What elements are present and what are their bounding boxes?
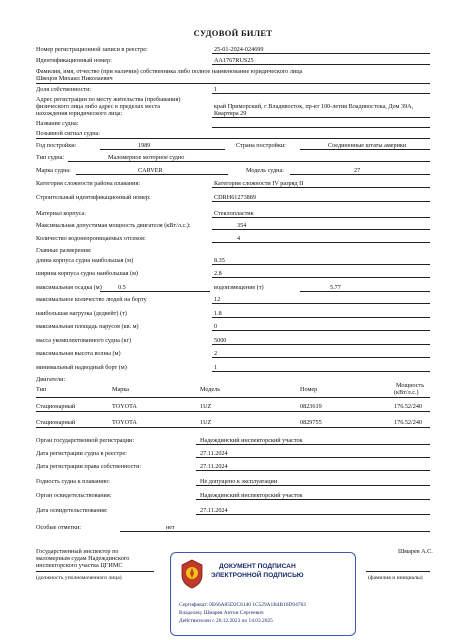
divider <box>120 531 430 532</box>
divider <box>212 317 430 318</box>
notes-value: нет <box>166 524 175 531</box>
address-label-1: Адрес регистрации по месту жительства (пребывания) <box>36 96 181 103</box>
country-label: Страна постройки: <box>236 142 286 149</box>
freeboard-value: 1 <box>214 364 218 371</box>
max-people-label: максимальное количество людей на борту <box>36 296 147 303</box>
registry-date-value: 27.11.2024 <box>200 450 228 457</box>
inspector-line-1: Государственный инспектор по <box>36 548 119 555</box>
engine-1-model: 1UZ <box>200 403 212 410</box>
reg-number-value: 25-01-2024-024699 <box>214 46 264 53</box>
stamp-validity: Действителен с 20.12.2023 по 14.03.2025 <box>179 618 273 624</box>
engine-col-power: Мощность <box>396 382 425 389</box>
divider <box>212 127 430 128</box>
divider <box>36 411 430 412</box>
area-category-label: Категория сложности района плавания: <box>36 180 141 187</box>
stamp-owner: Владелец: Шмарев Антон Сергеевич <box>179 610 264 616</box>
engines-header: Двигатели: <box>36 376 66 383</box>
vessel-name-label: Название судна: <box>36 120 79 127</box>
inspector-line-3: инспекторского участка ЦГИМС <box>36 562 123 569</box>
seaworthiness-value: Не допущено к эксплуатации <box>200 478 278 485</box>
divider <box>300 149 430 150</box>
model-label: Модель судна: <box>246 167 284 174</box>
divider <box>300 291 430 292</box>
divider <box>36 427 430 428</box>
address-value-1: край Приморский, г Владивосток, пр-кт 100-летия Владивостока, Дом 39А, <box>214 103 414 110</box>
divider <box>196 470 430 471</box>
survey-authority-value: Надеждинский инспекторский участок <box>200 492 303 499</box>
address-label-3: нахождения юридического лица: <box>36 110 123 117</box>
divider <box>212 371 430 372</box>
type-label: Тип судна: <box>36 154 65 161</box>
divider <box>196 444 430 445</box>
divider <box>212 344 430 345</box>
vessel-mass-value: 5000 <box>214 337 227 344</box>
divider <box>366 571 430 572</box>
mchs-emblem-icon <box>179 559 205 589</box>
engine-2-model: 1UZ <box>200 419 212 426</box>
share-value: 1 <box>214 86 218 93</box>
divider <box>212 330 430 331</box>
id-number-value: АА1767RUS25 <box>214 57 254 64</box>
hull-material-label: Материал корпуса: <box>36 210 86 217</box>
vessel-mass-label: масса укомплектованного судна (кг) <box>36 337 132 344</box>
width-value: 2.8 <box>214 270 222 277</box>
divider <box>68 161 430 162</box>
divider <box>212 277 430 278</box>
divider <box>212 242 430 243</box>
owner-label: Фамилия, имя, отчество (при наличии) собственника либо полное наименование юридического лица <box>36 68 303 75</box>
build-number-value: CDRH61273889 <box>214 194 256 201</box>
divider <box>212 201 430 202</box>
stamp-title-2: ЭЛЕКТРОННОЙ ПОДПИСЬЮ <box>211 572 304 579</box>
ownership-date-label: Дата регистрации права собственности: <box>36 463 142 470</box>
brand-label: Марка судна: <box>36 167 71 174</box>
sail-area-label: максимальная площадь парусов (кв. м) <box>36 323 139 330</box>
inspector-name: Шмарев А.С. <box>398 548 433 555</box>
engine-2-power: 176.52/240 <box>394 419 423 426</box>
divider <box>212 53 430 54</box>
stamp-certificate: Сертификат: 0E66A85D2C6140 1C529A1B4B16D94763 <box>179 602 306 608</box>
engine-1-number: 0823619 <box>300 403 322 410</box>
engine-col-brand: Марка <box>112 386 130 393</box>
wave-height-label: максимальная высота волны (м) <box>36 350 121 357</box>
share-label: Доля собственности: <box>36 86 92 93</box>
document-title: СУДОВОЙ БИЛЕТ <box>193 28 273 38</box>
divider <box>212 217 430 218</box>
divider <box>36 397 430 398</box>
wave-height-value: 2 <box>214 350 218 357</box>
registry-authority-label: Орган государственной регистрации: <box>36 437 135 444</box>
id-number-label: Идентификационный номер: <box>36 57 112 64</box>
registry-authority-value: Надеждинский инспекторский участок <box>200 437 303 444</box>
engine-col-type: Тип <box>36 386 47 393</box>
deadweight-label: наибольшая нагрузка (дедвейт) (т) <box>36 310 127 317</box>
signature-left-caption: (должность уполномоченного лица) <box>36 575 122 581</box>
address-value-2: Квартира 29 <box>214 110 247 117</box>
max-power-value: 354 <box>237 222 247 229</box>
compartments-label: Количество водонепроницаемых отсеков: <box>36 235 146 242</box>
divider <box>212 357 430 358</box>
engine-2-type: Стационарный <box>36 419 76 426</box>
survey-date-label: Дата освидетельствования: <box>36 507 108 514</box>
type-value: Маломерное моторное судно <box>108 154 185 161</box>
divider <box>196 514 430 515</box>
deadweight-value: 1.8 <box>214 310 222 317</box>
displacement-label: водоизмещение (т) <box>214 284 264 291</box>
signature-right-caption: (фамилия и инициалы) <box>368 575 423 581</box>
max-power-label: Максимальная допустимая мощность двигателя (кВт/л.с.): <box>36 222 191 229</box>
divider <box>212 229 430 230</box>
year-label: Год постройки: <box>36 142 77 149</box>
max-people-value: 12 <box>214 296 221 303</box>
survey-authority-label: Орган освидетельствования: <box>36 492 112 499</box>
electronic-signature-stamp <box>170 552 356 636</box>
divider <box>212 187 430 188</box>
divider <box>196 499 430 500</box>
divider <box>196 457 430 458</box>
divider <box>212 117 430 118</box>
divider <box>36 571 154 572</box>
build-number-label: Строительный идентификационный номер: <box>36 194 151 201</box>
reg-number-label: Номер регистрационной записи в реестре: <box>36 46 148 53</box>
engine-col-power-unit: (кВт/л.с.) <box>394 389 419 396</box>
brand-value: CARVER <box>138 167 163 174</box>
registry-date-label: Дата регистрации судна в реестре: <box>36 450 127 457</box>
inspector-line-2: маломерным судам Надеждинского <box>36 555 130 562</box>
survey-date-value: 27.11.2024 <box>200 507 228 514</box>
notes-label: Особые отметки: <box>36 524 82 531</box>
divider <box>212 93 430 94</box>
length-label: длина корпуса судна наибольшая (м) <box>36 257 134 264</box>
address-label-2: физического лица либо адрес в пределах места <box>36 103 161 110</box>
freeboard-label: минимальный надводный борт (м) <box>36 364 127 371</box>
ownership-date-value: 27.11.2024 <box>200 463 228 470</box>
engine-2-number: 0829755 <box>300 419 322 426</box>
width-label: ширина корпуса судна наибольшая (м) <box>36 270 138 277</box>
country-value: Соединенные штаты америки <box>328 142 407 149</box>
seaworthiness-label: Годность судна к плаванию: <box>36 478 110 485</box>
engine-2-brand: TOYOTA <box>112 419 137 426</box>
year-value: 1989 <box>138 142 151 149</box>
draft-label: максимальная осадка (м) <box>36 284 102 291</box>
length-value: 8.35 <box>214 257 225 264</box>
draft-value: 0.5 <box>118 284 126 291</box>
engine-col-number: Номер <box>300 386 318 393</box>
engine-1-power: 176.52/240 <box>394 403 423 410</box>
hull-material-value: Стеклопластик <box>214 210 254 217</box>
divider <box>212 64 430 65</box>
callsign-label: Позывной сигнал судна: <box>36 130 100 137</box>
sail-area-value: 0 <box>214 323 218 330</box>
divider <box>100 291 210 292</box>
divider <box>36 138 430 139</box>
displacement-value: 5.77 <box>330 284 341 291</box>
divider <box>290 174 430 175</box>
area-category-value: Категория сложности IV разряд II <box>214 180 304 187</box>
divider <box>212 303 430 304</box>
engine-1-brand: TOYOTA <box>112 403 137 410</box>
divider <box>212 264 430 265</box>
engine-col-model: Модель <box>200 386 221 393</box>
divider <box>196 485 430 486</box>
model-value: 27 <box>354 167 361 174</box>
engine-1-type: Стационарный <box>36 403 76 410</box>
owner-name: Швецов Михаил Николаевич <box>36 75 113 82</box>
divider <box>36 83 430 84</box>
stamp-title-1: ДОКУМЕНТ ПОДПИСАН <box>219 563 296 570</box>
compartments-value: 4 <box>237 235 241 242</box>
divider <box>100 149 225 150</box>
dimensions-header: Главные размерения: <box>36 247 92 254</box>
divider <box>76 174 228 175</box>
